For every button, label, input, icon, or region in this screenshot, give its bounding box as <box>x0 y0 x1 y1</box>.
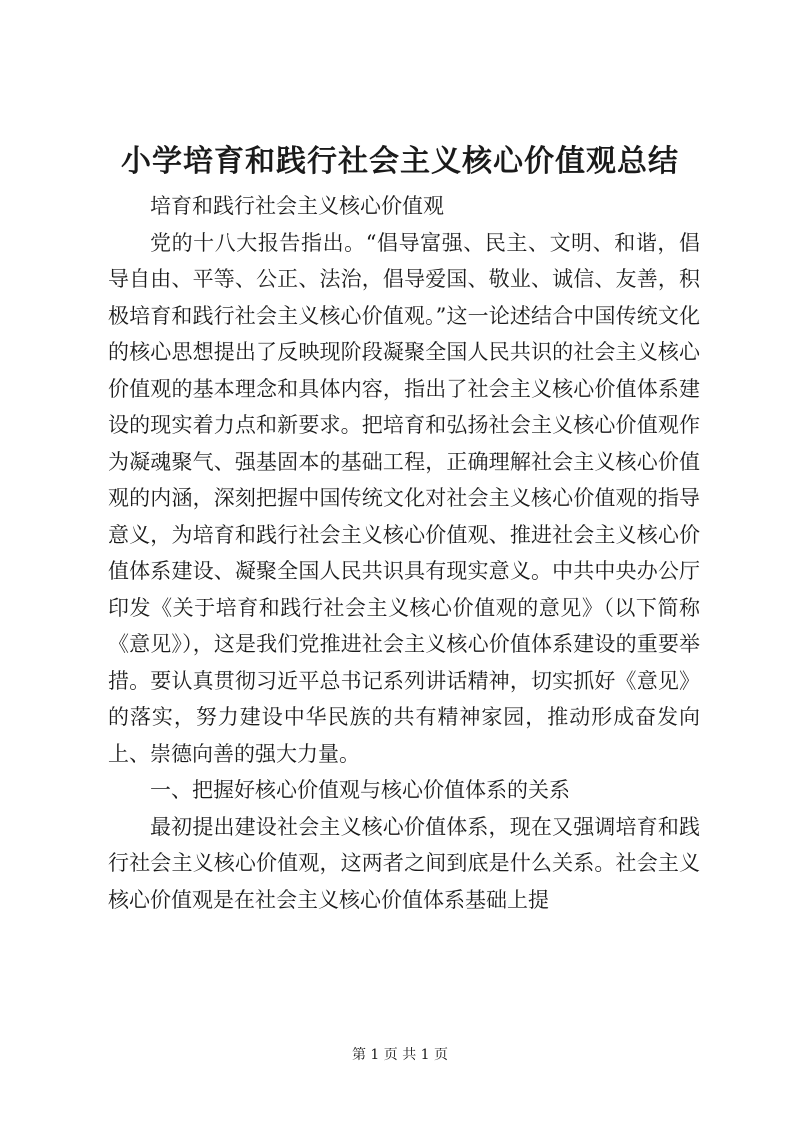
page-number-footer: 第 1 页 共 1 页 <box>351 1047 449 1063</box>
paragraph-section-body: 最初提出建设社会主义核心价值体系，现在又强调培育和践行社会主义核心价值观，这两者之间到底是什么关系。社会主义核心价值观是在社会主义核心价值体系基础上提 <box>108 814 700 912</box>
paragraph-section-heading: 一、把握好核心价值观与核心价值体系的关系 <box>150 778 570 802</box>
paragraph-subtitle: 培育和践行社会主义核心价值观 <box>150 194 444 218</box>
document-body <box>108 188 700 918</box>
document-title: 小学培育和践行社会主义核心价值观总结 <box>121 144 679 179</box>
paragraph-intro: 党的十八大报告指出。“倡导富强、民主、文明、和谐，倡导自由、平等、公正、法治，倡导爱国、敬业、诚信、友善，积极培育和践行社会主义核心价值观。”这一论述结合中国传统文化的核心思想提出了反映现阶段凝聚全国人民共识的社会主义核心价值观的基本理念和具体内容，指出了社会主义核心价值体系建设的现实着力点和新要求。把培育和弘扬社会主义核心价值观作为凝魂聚气、强基固本的基础工程，正确理解社会主义核心价值观的内涵，深刻把握中国传统文化对社会主义核心价值观的指导意义，为培育和践行社会主义核心价值观、推进社会主义核心价值体系建设、凝聚全国人民共识具有现实意义。中共中央办公厅印发《关于培育和践行社会主义核心价值观的意见》（以下简称《意见》），这是我们党推进社会主义核心价值体系建设的重要举措。要认真贯彻习近平总书记系列讲话精神，切实抓好《意见》的落实，努力建设中华民族的共有精神家园，推动形成奋发向上、崇德向善的强大力量。 <box>108 230 700 766</box>
